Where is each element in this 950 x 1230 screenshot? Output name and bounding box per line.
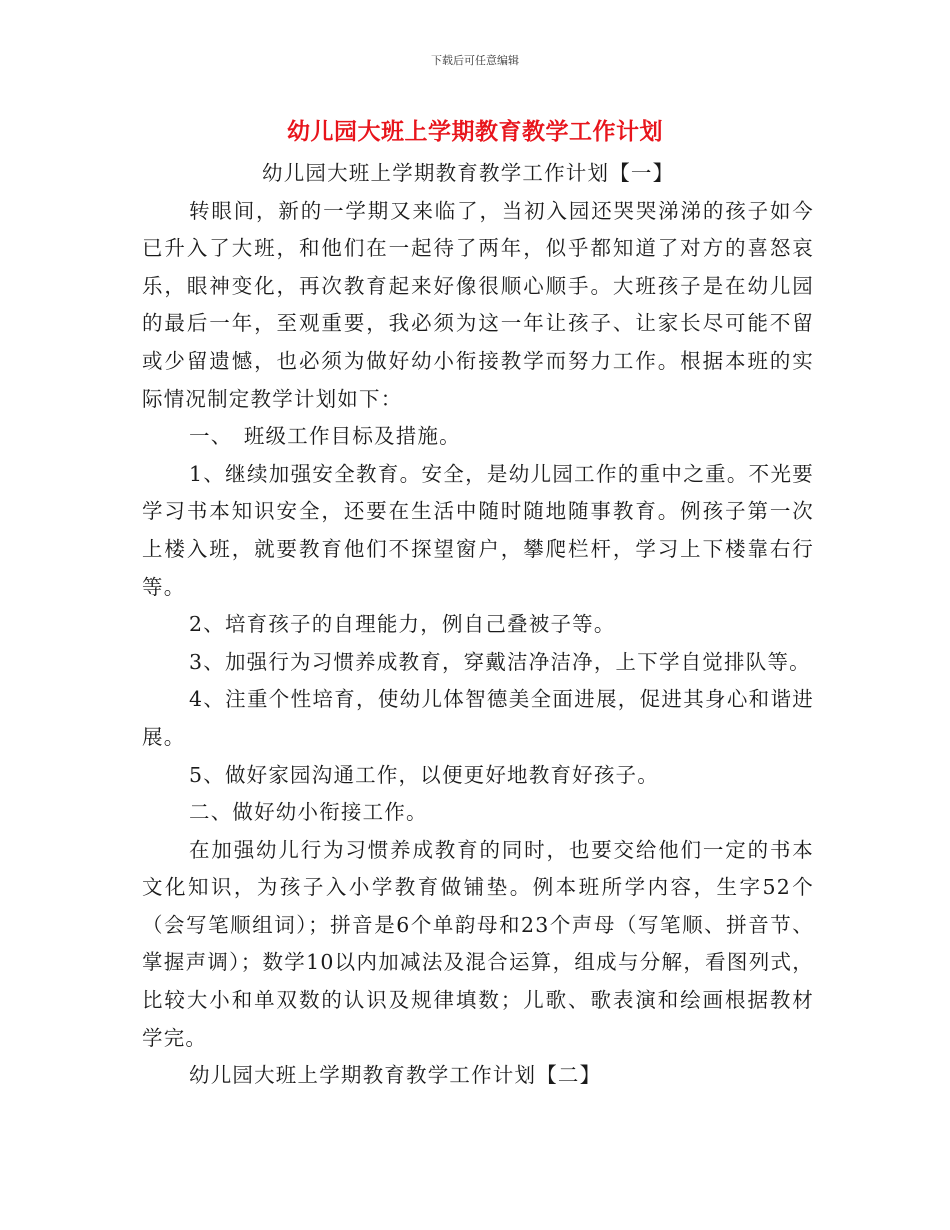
list-item-self-care: 2、培育孩子的自理能力，例自己叠被子等。 (189, 612, 616, 637)
transition-paragraph: 在加强幼儿行为习惯养成教育的同时，也要交给他们一定的书本文化知识，为孩子入小学教育做铺垫。例本班所学内容，生字52个（会写笔顺组词）；拼音是6个单韵母和23个声母（写笔顺、拼音节、掌握声调）；数学10以内加减法及混合运算，组成与分解，看图列式，比较大小和单双数的认识及规律填数；儿歌、歌表演和绘画根据教材学完。 (142, 837, 814, 1050)
list-item-safety: 1、继续加强安全教育。安全，是幼儿园工作的重中之重。不光要学习书本知识安全，还要在生活中随时随地随事教育。例孩子第一次上楼入班，就要教育他们不探望窗户，攀爬栏杆，学习上下楼靠右行等。 (142, 461, 814, 599)
document-title: 幼儿园大班上学期教育教学工作计划 (287, 119, 663, 145)
section-heading-goals: 一、 班级工作目标及措施。 (189, 424, 461, 449)
section-heading-1: 幼儿园大班上学期教育教学工作计划【一】 (262, 161, 675, 185)
list-item-home-school: 5、做好家园沟通工作，以便更好地教育好孩子。 (189, 762, 659, 787)
section-heading-transition: 二、做好幼小衔接工作。 (189, 800, 428, 825)
header-note: 下载后可任意编辑 (431, 54, 519, 67)
section-heading-2: 幼儿园大班上学期教育教学工作计划【二】 (189, 1063, 602, 1088)
intro-paragraph: 转眼间，新的一学期又来临了，当初入园还哭哭涕涕的孩子如今已升入了大班，和他们在一起待了两年，似乎都知道了对方的喜怒哀乐，眼神变化，再次教育起来好像很顺心顺手。大班孩子是在幼儿园的最后一年，至观重要，我必须为这一年让孩子、让家长尽可能不留或少留遗憾，也必须为做好幼小衔接教学而努力工作。根据本班的实际情况制定教学计划如下： (142, 198, 814, 411)
list-item-habits: 3、加强行为习惯养成教育，穿戴洁净洁净，上下学自觉排队等。 (189, 649, 811, 674)
document-body (142, 155, 814, 1095)
list-item-personality: 4、注重个性培育，使幼儿体智德美全面进展，促进其身心和谐进展。 (142, 687, 814, 749)
